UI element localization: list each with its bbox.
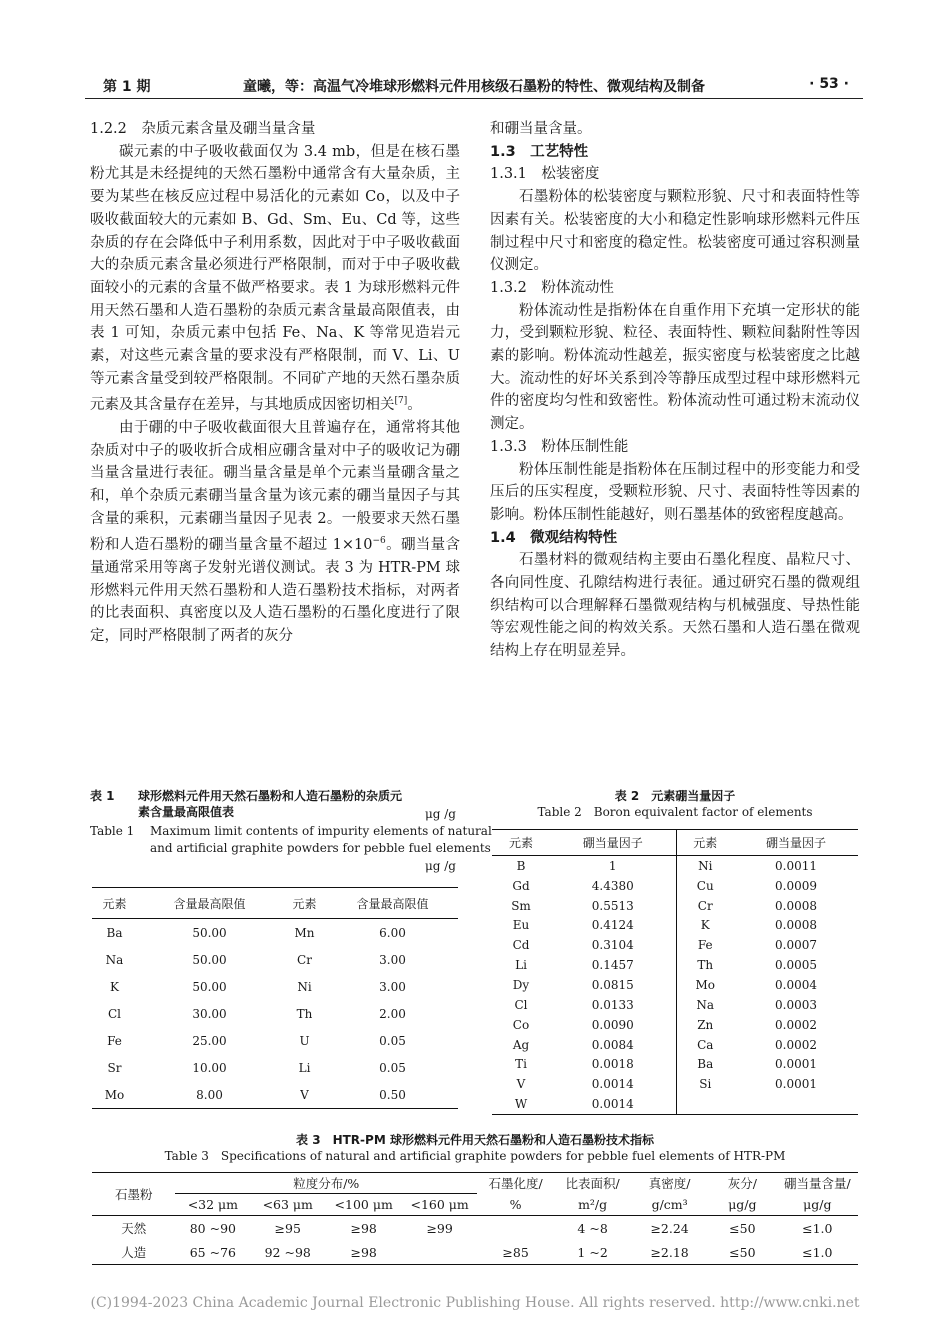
table2-header: 元素 bbox=[492, 830, 550, 856]
table3-header: 粒度分布/% bbox=[175, 1173, 477, 1194]
table3-header: g/cm³ bbox=[631, 1194, 708, 1216]
table1-caption: 表 1 球形燃料元件用天然石墨粉和人造石墨粉的杂质元 素含量最高限值表 μg /g Table 1 Maximum limit contents of impurity elements of natural and artificial graphite powders for pebble fuel elements μg /g bbox=[90, 789, 492, 873]
table2-header: 元素 bbox=[676, 830, 734, 856]
paragraph-compressibility: 粉体压制性能是指粉体在压制过程中的形变能力和受压后的压实程度，受颗粒形貌、尺寸、表面特性等因素的影响。粉体压制性能越好，则石墨基体的致密程度越高。 bbox=[490, 461, 860, 523]
table3-header: 硼当量含量/ bbox=[777, 1173, 858, 1194]
table3-header: 灰分/ bbox=[708, 1173, 776, 1194]
table3-header: 比表面积/ bbox=[554, 1173, 631, 1194]
table3-header: <63 μm bbox=[250, 1194, 325, 1216]
table2-header: 硼当量因子 bbox=[734, 830, 858, 856]
running-title: 童曦，等：高温气冷堆球形燃料元件用核级石墨粉的特性、微观结构及制备 bbox=[243, 79, 705, 95]
table-row: Cl 30.00 Th 2.00 bbox=[107, 1006, 406, 1021]
table-row: Gd 4.4380 Cu 0.0009 bbox=[492, 876, 858, 896]
paragraph-microstructure: 石墨材料的微观结构主要由石墨化程度、晶粒尺寸、各向同性度、孔隙结构进行表征。通过研究石墨的微观组织结构可以合理解释石墨微观结构与机械强度、导热性能等宏观性能之间的构效关系。天然石墨和人造石墨在微观结构上存在明显差异。 bbox=[490, 552, 860, 660]
table-row: 人造 65 ~76 92 ~98 ≥98 ≥85 1 ~2 ≥2.18 ≤50 ≤1.0 bbox=[92, 1240, 858, 1265]
table-row: Co 0.0090 Zn 0.0002 bbox=[492, 1015, 858, 1035]
table-row: Eu 0.4124 K 0.0008 bbox=[492, 916, 858, 936]
issue-number: 第 1 期 bbox=[103, 79, 151, 95]
section-heading-1-3-2: 1.3.2 粉体流动性 bbox=[490, 279, 614, 296]
table3-header: m²/g bbox=[554, 1194, 631, 1216]
paragraph-flowability: 粉体流动性是指粉体在自重作用下充填一定形状的能力，受到颗粒形貌、粒径、表面特性、颗粒间黏附性等因素的影响。粉体流动性越差，振实密度与松装密度之比越大。流动性的好坏关系到冷等静压成型过程中球形燃料元件的密度均匀性和致密性。粉体流动性可通过粉末流动仪测定。 bbox=[490, 302, 860, 433]
paragraph-continued: 和硼当量含量。 bbox=[490, 121, 592, 137]
table-row: Cd 0.3104 Fe 0.0007 bbox=[492, 935, 858, 955]
table3-caption: 表 3 HTR-PM 球形燃料元件用天然石墨粉和人造石墨粉技术指标 Table 3 Specifications of natural and artificial graphite powders for pebble fuel elements of HTR-PM bbox=[164, 1133, 786, 1163]
table1-header: 元素 bbox=[92, 888, 137, 919]
table3-header: μg/g bbox=[708, 1194, 776, 1216]
table-row: Ba 50.00 Mn 6.00 bbox=[106, 925, 406, 940]
table-row: 天然 80 ~90 ≥95 ≥98 ≥99 4 ~8 ≥2.24 ≤50 ≤1.0 bbox=[121, 1220, 833, 1236]
section-heading-1-3-1: 1.3.1 松装密度 bbox=[490, 166, 600, 183]
table-row: B 1 Ni 0.0011 bbox=[492, 856, 858, 876]
table-row: Sm 0.5513 Cr 0.0008 bbox=[492, 896, 858, 916]
section-heading-1-2-2: 1.2.2 杂质元素含量及硼当量含量 bbox=[90, 121, 316, 137]
section-heading-1-3: 1.3 工艺特性 bbox=[490, 143, 589, 160]
table3-header: <100 μm bbox=[325, 1194, 402, 1216]
table3-header: <32 μm bbox=[175, 1194, 250, 1216]
table2-caption: 表 2 元素硼当量因子 Table 2 Boron equivalent factor of elements bbox=[537, 789, 813, 819]
section-heading-1-3-3: 1.3.3 粉体压制性能 bbox=[490, 438, 629, 455]
section-heading-1-4: 1.4 微观结构特性 bbox=[490, 529, 618, 546]
left-column bbox=[90, 118, 460, 648]
table-row: Ag 0.0084 Ca 0.0002 bbox=[492, 1035, 858, 1055]
running-header bbox=[85, 74, 863, 99]
table1-header: 含量最高限值 bbox=[137, 888, 282, 919]
table-row: Na 50.00 Cr 3.00 bbox=[105, 952, 406, 967]
table1-header: 元素 bbox=[282, 888, 327, 919]
table3-header: 真密度/ bbox=[631, 1173, 708, 1194]
citation-ref[interactable]: [7] bbox=[394, 396, 408, 407]
page-number: · 53 · bbox=[809, 76, 849, 92]
table1 bbox=[92, 887, 458, 1109]
paragraph-bulk-density: 石墨粉体的松装密度与颗粒形貌、尺寸和表面特性等因素有关。松装密度的大小和稳定性影响球形燃料元件压制过程中尺寸和密度的稳定性。松装密度可通过容积测量仪测定。 bbox=[490, 189, 860, 274]
table2 bbox=[492, 829, 858, 1115]
table2-header: 硼当量因子 bbox=[550, 830, 676, 856]
table3-header: 石墨化度/ bbox=[477, 1173, 554, 1194]
table3-header: % bbox=[477, 1194, 554, 1216]
table-row: Li 0.1457 Th 0.0005 bbox=[492, 955, 858, 975]
table3-header: <160 μm bbox=[402, 1194, 477, 1216]
table-row: Sr 10.00 Li 0.05 bbox=[107, 1060, 406, 1075]
exponent: −6 bbox=[372, 536, 386, 547]
right-column bbox=[490, 118, 860, 663]
table1-header: 含量最高限值 bbox=[327, 888, 458, 919]
table-row: Mo 8.00 V 0.50 bbox=[92, 1081, 458, 1109]
table-row: K 50.00 Ni 3.00 bbox=[110, 979, 406, 994]
copyright-footer: (C)1994-2023 China Academic Journal Electronic Publishing House. All rights reserved. http://www.cnki.net bbox=[90, 1295, 860, 1311]
table-row: V 0.0014 Si 0.0001 bbox=[492, 1074, 858, 1094]
table3-header: μg/g bbox=[777, 1194, 858, 1216]
table3 bbox=[92, 1172, 858, 1265]
table-row: W 0.0014 bbox=[492, 1094, 858, 1114]
paragraph-boron: 由于硼的中子吸收截面很大且普遍存在，通常将其他杂质对中子的吸收折合成相应硼含量对中子的吸收记为硼当量含量进行表征。硼当量含量是单个元素当量硼含量之和，单个杂质元素硼当量含量为该元素的硼当量因子与其含量的乘积，元素硼当量因子见表 2。一般要求天然石墨粉和人造石墨粉的硼当量含量不超过 $1\times 10^{-6}$。硼当量含量通常采用等离子发射光谱仪测试。表 3 为 HTR-PM 球形燃料元件用天然石墨粉和人造石墨粉技术指标，对两者的比表面积、真密度以及人造石墨粉的石墨化度进行了限定，同时严格限制了两者的灰分 bbox=[90, 419, 461, 645]
table3-header: 石墨粉 bbox=[92, 1173, 175, 1216]
paragraph-impurity: 碳元素的中子吸收截面仅为 3.4 mb，但是在核石墨粉尤其是未经提纯的天然石墨粉中通常含有大量杂质，主要为某些在核反应过程中易活化的元素如 Co，以及中子吸收截面较大的元素如 B、Gd、Sm、Eu、Cd 等，这些杂质的存在会降低中子利用系数，因此对于中子吸收截面大的杂质元素含量必须进行严格限制，而对于中子吸收截面较小的元素的含量不做严格要求。表 1 为球形燃料元件用天然石墨和人造石墨粉的杂质元素含量最高限值表，由表 1 可知，杂质元素中包括 Fe、Na、K 等常见造岩元素，对这些元素含量的要求没有严格限制，而 V、Li、U 等元素含量受到较严格限制。不同矿产地的天然石墨杂质元素及其含量存在差异，与其地质成因密切相关[7]。 bbox=[90, 143, 460, 414]
table-row: Dy 0.0815 Mo 0.0004 bbox=[492, 975, 858, 995]
table-row: Ti 0.0018 Ba 0.0001 bbox=[492, 1054, 858, 1074]
table-row: Cl 0.0133 Na 0.0003 bbox=[492, 995, 858, 1015]
table-row: Fe 25.00 U 0.05 bbox=[107, 1033, 406, 1048]
